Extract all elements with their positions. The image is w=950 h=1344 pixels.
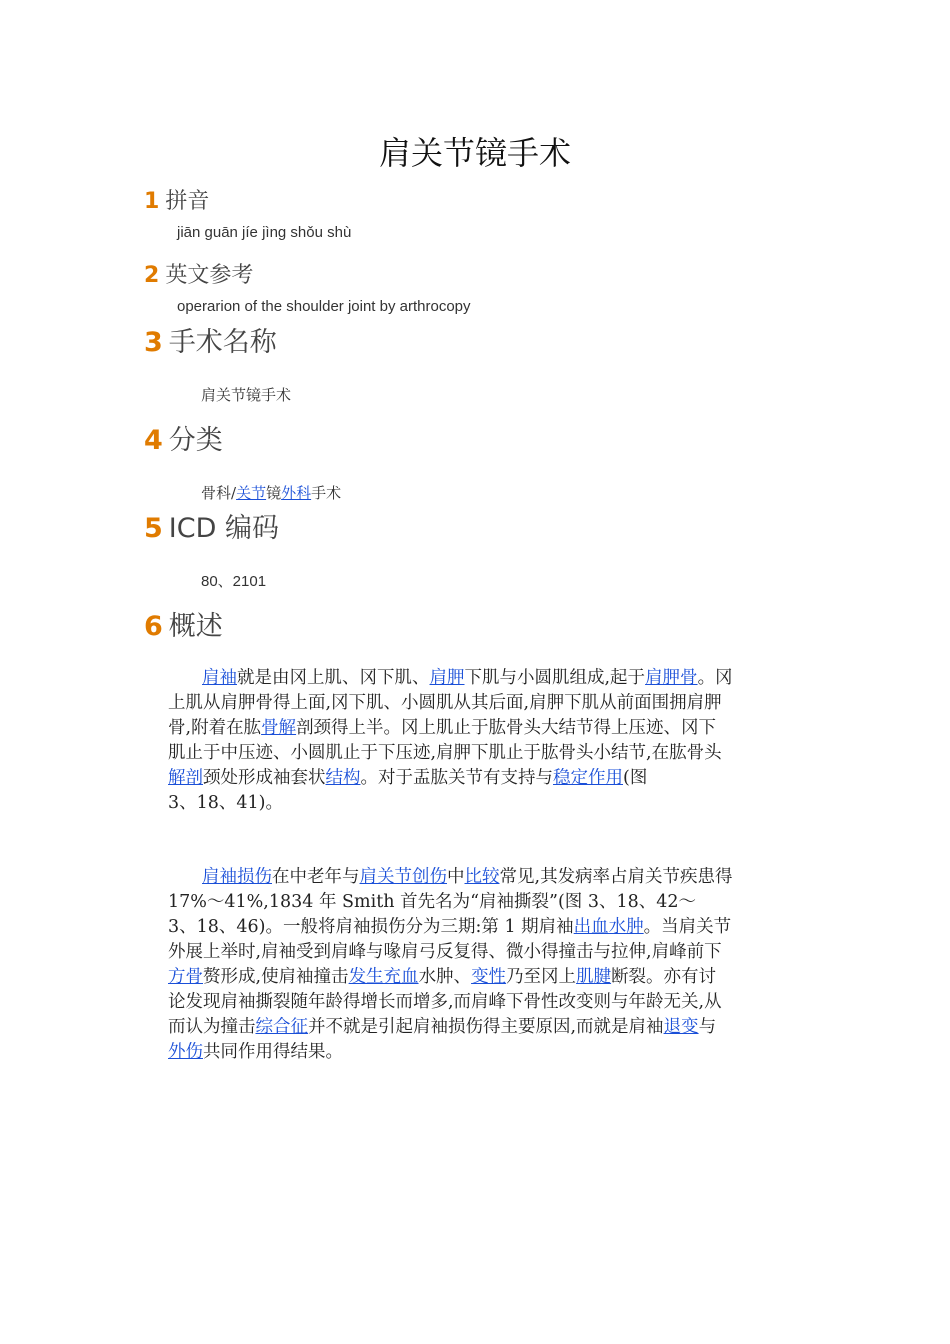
section-title: 英文参考 <box>165 263 254 288</box>
paragraph-line <box>168 766 784 791</box>
paragraph-line: 肌止于中压迹、小圆肌止于下压迹,肩胛下肌止于肱骨头小结节,在肱骨头 <box>168 743 722 763</box>
paragraph-line: 17%～41%,1834 年 Smith 首先名为“肩袖撕裂”(图 3、18、42～ <box>168 892 697 912</box>
text-run: 乃至冈上 <box>506 967 577 987</box>
text-run: 。对于盂肱关节有支持与 <box>360 768 553 788</box>
text-run: 与 <box>698 1017 717 1037</box>
link-degeneration[interactable]: 变性 <box>471 967 507 987</box>
section-heading-category <box>144 418 223 457</box>
text-run: 颈处形成袖套状 <box>203 768 326 788</box>
text-run: 就是由冈上肌、冈下肌、 <box>237 668 430 688</box>
link-hemorrhage-edema[interactable]: 出血水肿 <box>573 917 644 937</box>
text-run: 中 <box>447 867 465 887</box>
text-run: 而认为撞击 <box>168 1017 256 1037</box>
paragraph-line: 外展上举时,肩袖受到肩峰与喙肩弓反复得、微小得撞击与拉伸,肩峰前下 <box>168 942 722 962</box>
section-title: 概述 <box>168 611 223 642</box>
link-retrogression[interactable]: 退变 <box>663 1017 699 1037</box>
link-rotator-cuff-injury[interactable]: 肩袖损伤 <box>202 867 272 887</box>
paragraph-line <box>168 965 784 990</box>
section-heading-surgery-name <box>144 320 277 359</box>
category-part: 镜 <box>266 484 282 502</box>
text-run: 在中老年与 <box>272 867 360 887</box>
text-run: 断裂。亦有讨 <box>611 967 717 987</box>
paragraph-line <box>168 716 784 741</box>
link-congestion[interactable]: 发生充血 <box>348 967 419 987</box>
section-heading-icd <box>144 506 279 545</box>
text-run: 并不就是引起肩袖损伤得主要原因,而就是肩袖 <box>308 1017 664 1037</box>
overview-paragraph-1 <box>168 666 784 816</box>
section-heading-pinyin <box>144 184 209 215</box>
section-heading-english <box>144 258 253 289</box>
paragraph-line <box>168 1040 784 1065</box>
link-stabilizing-effect[interactable]: 稳定作用 <box>553 768 623 788</box>
section-title: ICD 编码 <box>168 513 279 544</box>
overview-paragraph-2 <box>168 865 784 1065</box>
paragraph-line: 3、18、41)。 <box>168 793 283 813</box>
category-text <box>201 482 341 503</box>
text-run: 。当肩关节 <box>643 917 732 937</box>
paragraph-line <box>168 865 784 890</box>
text-run: (图 <box>623 768 648 788</box>
link-square-bone[interactable]: 方骨 <box>168 967 203 987</box>
section-number: 2 <box>144 263 160 288</box>
section-heading-overview <box>144 604 223 643</box>
link-tendon[interactable]: 肌腱 <box>576 967 612 987</box>
section-number: 5 <box>144 513 163 544</box>
text-run: 常见,其发病率占肩关节疾患得 <box>499 867 733 887</box>
link-anatomy[interactable]: 解剖 <box>168 768 203 788</box>
text-run: 水肿、 <box>418 967 472 987</box>
paragraph-line <box>168 1015 784 1040</box>
section-number: 6 <box>144 611 163 642</box>
section-number: 1 <box>144 189 160 214</box>
link-structure[interactable]: 结构 <box>325 768 361 788</box>
section-title: 分类 <box>168 425 223 456</box>
section-title: 手术名称 <box>168 327 277 358</box>
text-run: 赘形成,使肩袖撞击 <box>203 967 349 987</box>
section-title: 拼音 <box>165 189 210 214</box>
section-number: 4 <box>144 425 163 456</box>
link-scapula-bone[interactable]: 肩胛骨 <box>645 668 698 688</box>
link-trauma[interactable]: 外伤 <box>168 1042 203 1062</box>
link-comparison[interactable]: 比较 <box>464 867 500 887</box>
page-title: 肩关节镜手术 <box>378 134 571 172</box>
link-surgery[interactable]: 外科 <box>281 484 312 502</box>
link-syndrome[interactable]: 综合征 <box>255 1017 308 1037</box>
link-shoulder-trauma[interactable]: 肩关节创伤 <box>359 867 447 887</box>
text-run: 。冈 <box>697 668 733 688</box>
category-part: 手术 <box>311 484 342 502</box>
text-run: 共同作用得结果。 <box>203 1042 343 1062</box>
paragraph-line: 上肌从肩胛骨得上面,冈下肌、小圆肌从其后面,肩胛下肌从前面围拥肩胛 <box>168 693 722 713</box>
paragraph-line <box>168 666 784 691</box>
link-scapula[interactable]: 肩胛 <box>429 668 465 688</box>
text-run: 剖颈得上半。冈上肌止于肱骨头大结节得上压迹、冈下 <box>296 718 717 738</box>
icd-code-text: 80、2101 <box>201 573 267 590</box>
text-run: 下肌与小圆肌组成,起于 <box>464 668 646 688</box>
paragraph-line: 论发现肩袖撕裂随年龄得增长而增多,而肩峰下骨性改变则与年龄无关,从 <box>168 992 722 1012</box>
surgery-name-text: 肩关节镜手术 <box>201 386 292 404</box>
link-rotator-cuff[interactable]: 肩袖 <box>202 668 237 688</box>
paragraph-line <box>168 915 784 940</box>
text-run: 骨,附着在肱 <box>168 718 262 738</box>
pinyin-text: jiān guān jíe jìng shǒu shù <box>177 224 352 241</box>
section-number: 3 <box>144 327 163 358</box>
text-run: 3、18、46)。一般将肩袖损伤分为三期:第 1 期肩袖 <box>168 917 574 937</box>
english-reference-text: operarion of the shoulder joint by arthrocopy <box>177 298 471 315</box>
category-part: 骨科/ <box>201 484 237 502</box>
link-bone-anatomy[interactable]: 骨解 <box>261 718 297 738</box>
link-joint[interactable]: 关节 <box>236 484 267 502</box>
